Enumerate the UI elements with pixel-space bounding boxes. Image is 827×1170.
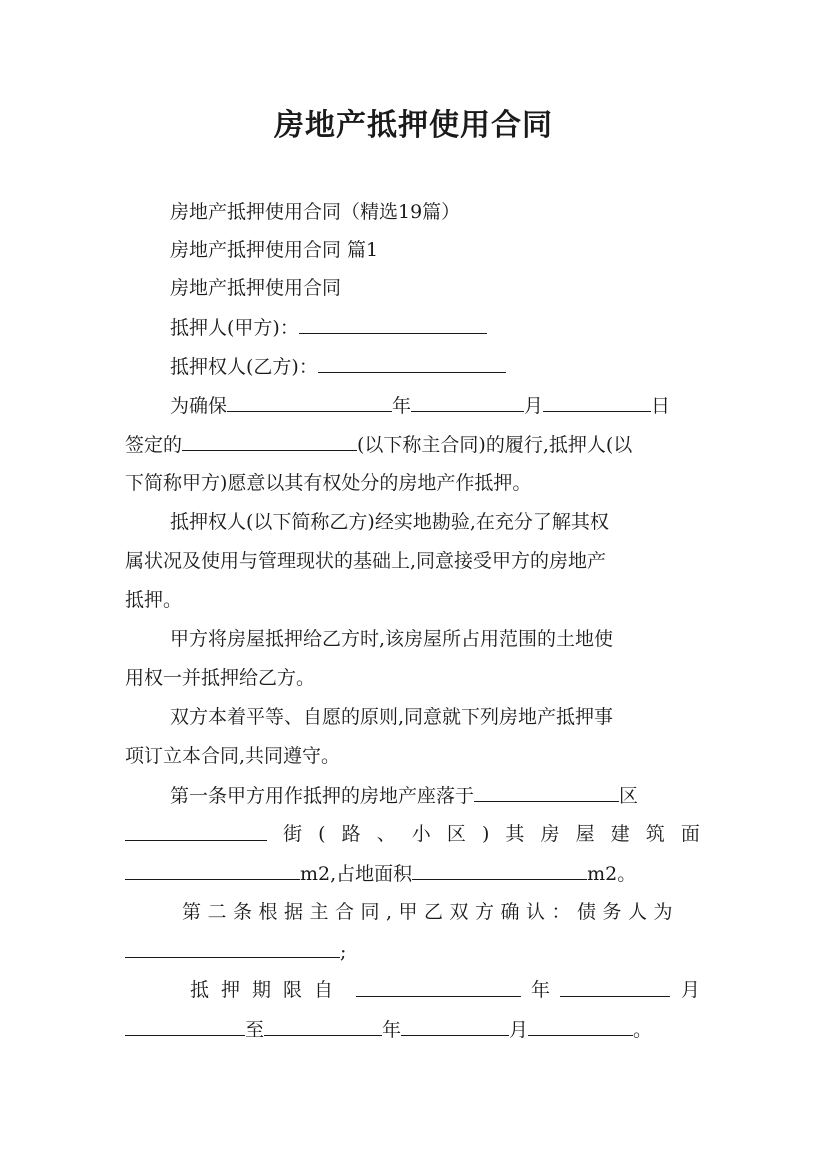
paragraph-line: 抵押。 (125, 589, 183, 611)
term-line (190, 978, 700, 1002)
justified-char: ( (318, 823, 326, 845)
article-one-line (170, 783, 638, 808)
mortgagee-blank (318, 354, 506, 373)
justified-char: 建 (610, 823, 630, 845)
date-line (170, 393, 670, 418)
debtor-line (125, 939, 346, 964)
end-month-blank (401, 1017, 509, 1036)
end-year-label: 年 (382, 1019, 402, 1041)
contract-blank (182, 432, 357, 451)
justified-char: ) (481, 823, 490, 845)
date-prefix: 为确保 (170, 395, 228, 417)
term-year-label: 年 (530, 979, 550, 1001)
day-label: 日 (651, 395, 671, 417)
land-area-blank (412, 861, 587, 880)
year-label: 年 (392, 395, 412, 417)
contract-name-line: 房地产抵押使用合同 (170, 277, 342, 299)
month-label: 月 (524, 395, 544, 417)
paragraph-line: 项订立本合同,共同遵守。 (125, 745, 341, 767)
subtitle-line: 房地产抵押使用合同（精选19篇） (170, 201, 461, 223)
location-blank (474, 783, 619, 802)
paragraph-line: 双方本着平等、自愿的原则,同意就下列房地产抵押事 (170, 706, 614, 728)
paragraph-line: 甲方将房屋抵押给乙方时,该房屋所占用范围的土地使 (170, 628, 614, 650)
district-label: 区 (619, 785, 639, 807)
section-heading: 房地产抵押使用合同 篇1 (170, 239, 379, 261)
term-month-label: 月 (680, 979, 700, 1001)
justified-char: 面 (680, 823, 700, 845)
justified-char: 屋 (575, 823, 595, 845)
justified-char: 路 (341, 823, 361, 845)
end-day-blank (528, 1017, 633, 1036)
justified-char: 筑 (645, 823, 665, 845)
article-one-text: 第一条甲方用作抵押的房地产座落于 (170, 785, 475, 807)
end-period: 。 (633, 1019, 653, 1041)
justified-char: 街 (283, 823, 303, 845)
building-area-blank (125, 861, 300, 880)
document-title: 房地产抵押使用合同 (274, 108, 553, 143)
end-month-label: 月 (509, 1019, 529, 1041)
paragraph-line: 属状况及使用与管理现状的基础上,同意接受甲方的房地产 (125, 550, 607, 572)
term-end-line (125, 1017, 652, 1042)
article-two-line: 第二条根据主合同,甲乙双方确认：债务人为 (182, 901, 680, 923)
mortgagor-blank (299, 315, 487, 334)
area-unit: m2。 (587, 863, 637, 885)
term-label: 抵押期限自 (190, 979, 346, 1001)
to-label: 至 (245, 1019, 265, 1041)
mortgagee-line (170, 354, 506, 379)
debtor-end: ; (340, 941, 347, 963)
justified-char: 其 (505, 823, 525, 845)
justified-char: 房 (540, 823, 560, 845)
month-blank (411, 393, 524, 412)
signed-suffix: (以下称主合同)的履行,抵押人(以 (357, 434, 633, 456)
signed-line (125, 432, 632, 457)
justified-char: 、 (376, 823, 396, 845)
paragraph-line: 用权一并抵押给乙方。 (125, 667, 316, 689)
street-blank (125, 822, 267, 841)
area-line (125, 861, 636, 886)
term-month-blank (560, 978, 670, 997)
paragraph-line: 抵押权人(以下简称乙方)经实地勘验,在充分了解其权 (170, 511, 609, 533)
area-label: m2,占地面积 (300, 863, 413, 885)
mortgagee-label: 抵押权人(乙方)： (170, 356, 318, 378)
term-year-blank (356, 978, 521, 997)
justified-char: 区 (446, 823, 466, 845)
day-blank (543, 393, 651, 412)
signed-prefix: 签定的 (125, 434, 183, 456)
mortgagor-label: 抵押人(甲方)： (170, 317, 299, 339)
paragraph-line: 下简称甲方)愿意以其有权处分的房地产作抵押。 (125, 472, 532, 494)
end-year-blank (264, 1017, 382, 1036)
start-day-blank (125, 1017, 245, 1036)
debtor-blank (125, 939, 340, 958)
article-one-line-2 (125, 822, 700, 846)
justified-char: 小 (411, 823, 431, 845)
mortgagor-line (170, 315, 487, 340)
year-blank (227, 393, 392, 412)
